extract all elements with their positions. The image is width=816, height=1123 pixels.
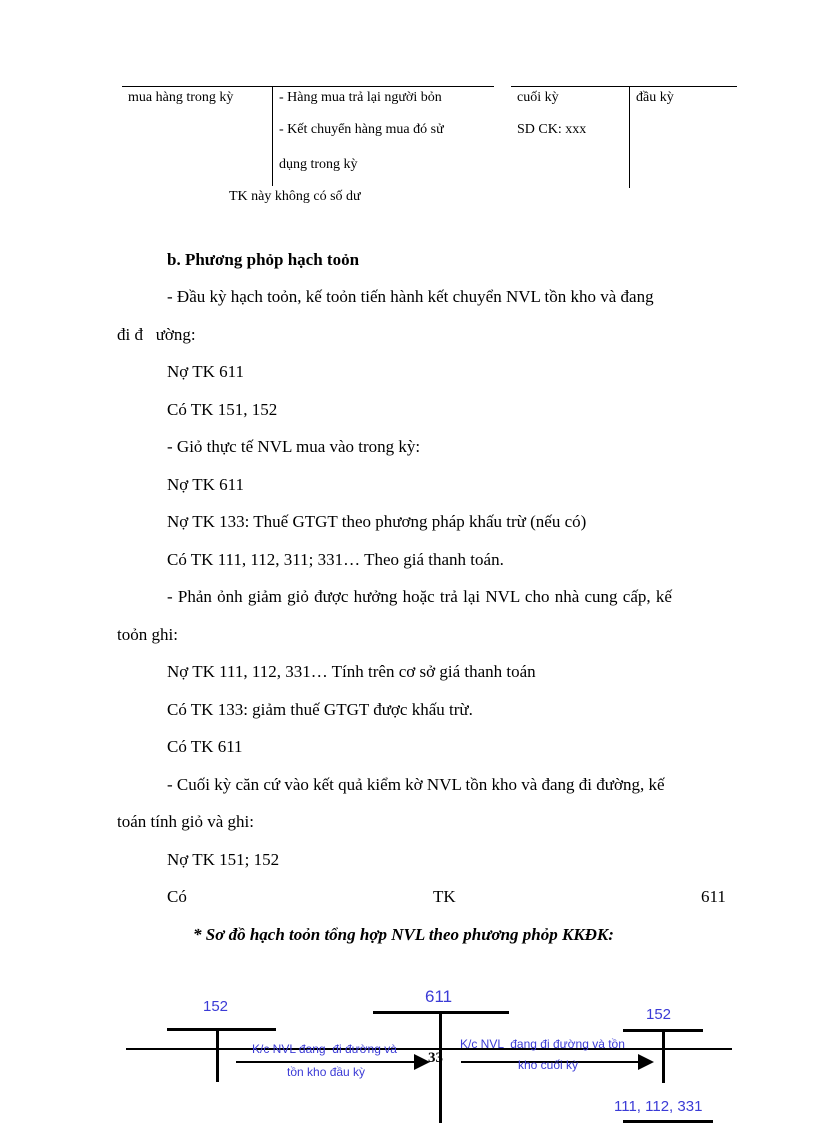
account-152-left-bar [167,1028,276,1031]
t-account-left-credit-line-1: - Hàng mua trả lại người bỏn [279,90,442,105]
entry-credit-133: Có TK 133: giảm thuế GTGT được khấu trừ. [167,700,473,719]
entry-credit-account: 611 [701,887,726,906]
t-account-right-credit-line-1: đầu kỳ [636,90,674,105]
t-account-right-top-rule [511,86,737,87]
t-account-right-divider [629,86,630,188]
account-111-112-331-label: 111, 112, 331 [614,1098,703,1115]
entry-credit-151-152: Có TK 151, 152 [167,400,278,419]
entry-debit-151-152: Nợ TK 151; 152 [167,850,280,869]
entry-credit-611: Có TK 611 [167,737,243,756]
paragraph-1-line-2: đi đ ường: [117,325,196,344]
arrow-1-label-line-2: tồn kho đầu kỳ [287,1065,366,1079]
diagram-title: * Sơ đồ hạch toỏn tổng hợp NVL theo phương phỏp KKĐK: [193,925,614,944]
paragraph-2: - Giỏ thực tế NVL mua vào trong kỳ: [167,437,421,456]
entry-debit-611-a: Nợ TK 611 [167,362,244,381]
entry-debit-111-112-331: Nợ TK 111, 112, 331… Tính trên cơ sở giá thanh toán [167,662,536,681]
entry-debit-611-b: Nợ TK 611 [167,475,244,494]
t-account-right-debit-line-2: SD CK: xxx [517,122,587,137]
t-account-right-debit-line-1: cuối kỳ [517,90,559,105]
paragraph-3-line-2: toỏn ghi: [117,625,178,644]
page-number: 33 [428,1050,443,1066]
t-account-left-top-rule [122,86,494,87]
t-account-left-debit-text: mua hàng trong kỳ [128,90,234,105]
paragraph-1-line-1-text: - Đầu kỳ hạch toỏn, kế toỏn tiến hành kết chuyển NVL tồn kho và đang [167,287,654,306]
entry-credit-label: Có [167,887,187,906]
account-611-label: 611 [425,987,453,1006]
account-611-stem [439,1011,442,1123]
t-account-left-credit-line-3: dụng trong kỳ [279,157,358,172]
arrow-2-label-line-2: kho cuối kỳ [518,1058,579,1072]
t-account-left-divider [272,86,273,186]
entry-debit-133: Nợ TK 133: Thuế GTGT theo phương pháp khấu trừ (nếu có) [167,512,587,531]
paragraph-3-line-1: - Phản ỏnh giảm giỏ được hưởng hoặc trả lại NVL cho nhà cung cấp, kế [167,587,672,606]
entry-credit-tk: TK [433,887,456,906]
section-heading: b. Phương phỏp hạch toỏn [167,250,360,269]
paragraph-4-line-1: - Cuối kỳ căn cứ vào kết quả kiểm kờ NVL tồn kho và đang đi đường, kế [167,775,665,794]
account-152-right-label: 152 [646,1006,672,1023]
paragraph-1-line-1 [167,287,730,307]
account-152-left-stem [216,1028,219,1082]
entry-credit-111-112: Có TK 111, 112, 311; 331… Theo giá thanh toán. [167,550,504,569]
t-account-left-credit-line-2: - Kết chuyển hàng mua đó sử [279,122,444,137]
account-152-right-stem [662,1029,665,1083]
no-balance-note: TK này không có số dư [229,189,361,204]
paragraph-4-line-2: toán tính giỏ và ghi: [117,812,254,831]
arrow-2-label-line-1: K/c NVL đang đi đường và tồn [460,1037,625,1051]
account-152-left-label: 152 [203,998,229,1015]
arrow-1-label-line-1: K/c NVL đang đi đường và [252,1042,397,1056]
